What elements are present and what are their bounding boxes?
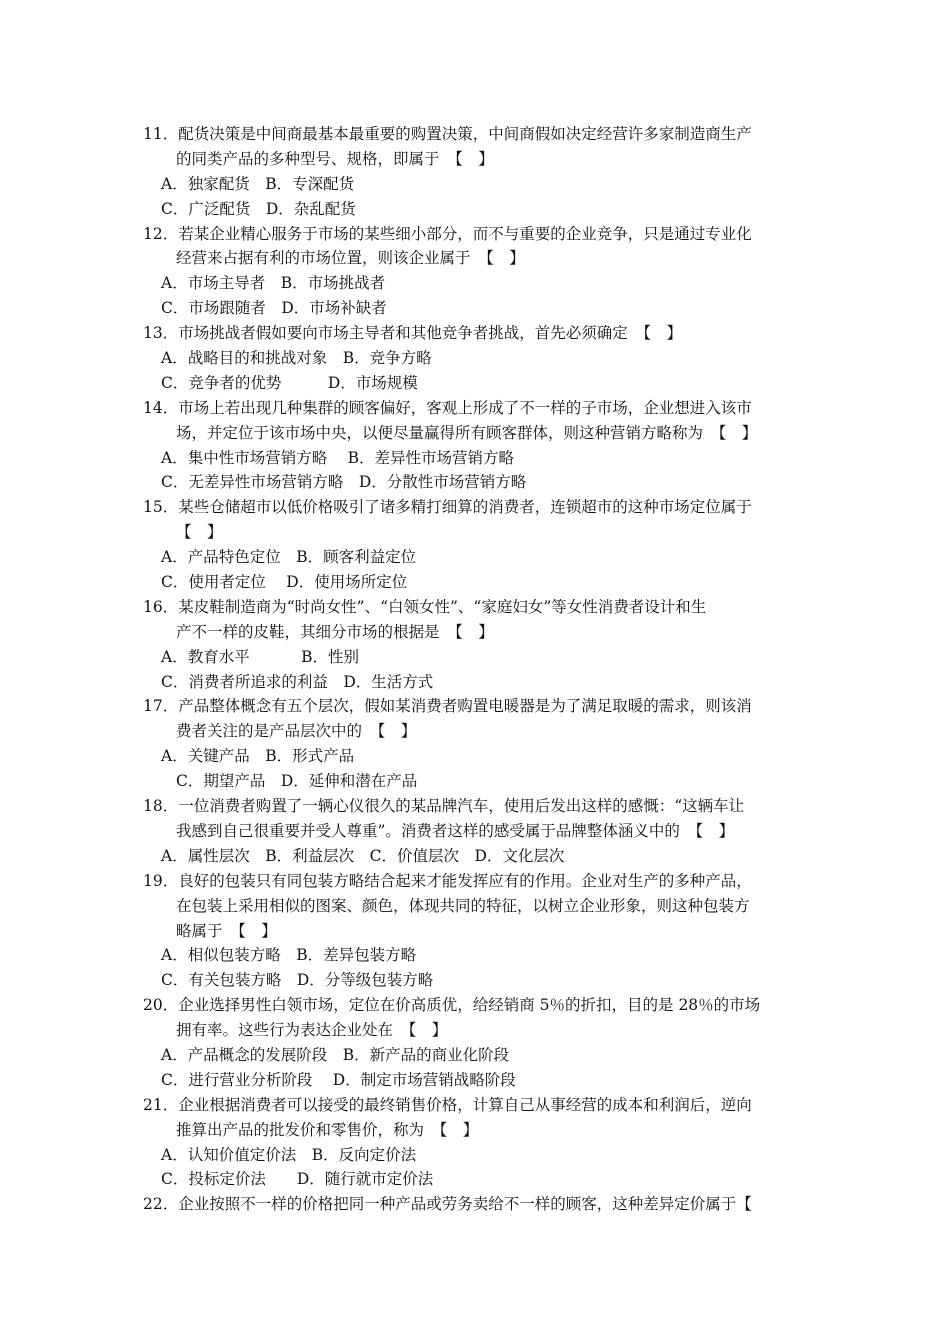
question-15-options-cd: C．使用者定位 D．使用场所定位 — [161, 573, 408, 592]
question-21-options-ab: A．认知价值定价法 B．反向定价法 — [161, 1145, 417, 1164]
question-19-options-ab: A．相似包装方略 B．差异包装方略 — [161, 946, 417, 965]
question-21-continuation: 推算出产品的批发价和零售价，称为 【 】 — [176, 1120, 479, 1139]
question-15-options-ab: A．产品特色定位 B．顾客利益定位 — [161, 548, 417, 567]
question-12-continuation: 经营来占据有利的市场位置，则该企业属于 【 】 — [176, 249, 525, 268]
question-15: 15．某些仓储超市以低价格吸引了诸多精打细算的消费者，连锁超市的这种市场定位属于 — [143, 498, 752, 517]
question-16-options-ab: A．教育水平 B．性别 — [161, 647, 360, 666]
question-21: 21．企业根据消费者可以接受的最终销售价格，计算自己从事经营的成本和利润后，逆向 — [143, 1095, 752, 1114]
question-14: 14．市场上若出现几种集群的顾客偏好，客观上形成了不一样的子市场，企业想进入该市 — [143, 398, 752, 417]
question-17-options-ab: A．关键产品 B．形式产品 — [161, 747, 355, 766]
question-20-options-cd: C．进行营业分析阶段 D．制定市场营销战略阶段 — [161, 1070, 516, 1089]
question-19-continuation-2: 略属于 【 】 — [176, 921, 277, 940]
question-17-options-cd: C．期望产品 D．延伸和潜在产品 — [176, 772, 418, 791]
question-14-options-cd: C．无差异性市场营销方略 D．分散性市场营销方略 — [161, 473, 527, 492]
question-16-continuation: 产不一样的皮鞋，其细分市场的根据是 【 】 — [176, 622, 494, 641]
question-18: 18．一位消费者购置了一辆心仪很久的某品牌汽车，使用后发出这样的感慨：“这辆车让 — [143, 797, 745, 816]
question-12-options-cd: C．市场跟随者 D．市场补缺者 — [161, 299, 387, 318]
question-12-options-ab: A．市场主导者 B．市场挑战者 — [161, 274, 386, 293]
question-11-continuation: 的同类产品的多种型号、规格，即属于 【 】 — [176, 149, 494, 168]
question-21-options-cd: C．投标定价法 D．随行就市定价法 — [161, 1170, 434, 1189]
question-11: 11．配货决策是中间商最基本最重要的购置决策，中间商假如决定经营许多家制造商生产 — [143, 125, 752, 143]
question-13-options-ab: A．战略目的和挑战对象 B．竞争方略 — [161, 349, 432, 368]
question-11-options-ab: A．独家配货 B．专深配货 — [161, 174, 355, 193]
question-19-options-cd: C．有关包装方略 D．分等级包装方略 — [161, 971, 434, 990]
question-16-options-cd: C．消费者所追求的利益 D．生活方式 — [161, 672, 434, 691]
question-18-options: A．属性层次 B．利益层次 C．价值层次 D．文化层次 — [161, 846, 565, 865]
question-17-continuation: 费者关注的是产品层次中的 【 】 — [176, 722, 417, 741]
question-14-continuation: 场，并定位于该市场中央，以便尽量赢得所有顾客群体，则这种营销方略称为 【 】 — [176, 423, 758, 442]
question-12: 12．若某企业精心服务于市场的某些细小部分，而不与重要的企业竞争，只是通过专业化 — [143, 224, 752, 243]
question-19: 19．良好的包装只有同包装方略结合起来才能发挥应有的作用。企业对生产的多种产品， — [143, 871, 752, 890]
question-16: 16．某皮鞋制造商为“时尚女性”、“白领女性”、“家庭妇女”等女性消费者设计和生 — [143, 597, 707, 616]
question-20: 20．企业选择男性白领市场，定位在价高质优，给经销商 5％的折扣，目的是 28％的市场 — [143, 996, 761, 1015]
question-20-continuation: 拥有率。这些行为表达企业处在 【 】 — [176, 1021, 448, 1040]
question-19-continuation-1: 在包装上采用相似的图案、颜色，体现共同的特征，以树立企业形象，则这种包装方 — [176, 896, 750, 915]
question-22: 22．企业按照不一样的价格把同一种产品或劳务卖给不一样的顾客，这种差异定价属于【 — [143, 1195, 752, 1214]
question-11-options-cd: C．广泛配货 D．杂乱配货 — [161, 199, 356, 218]
question-13: 13．市场挑战者假如要向市场主导者和其他竞争者挑战，首先必须确定 【 】 — [143, 324, 682, 343]
question-17: 17．产品整体概念有五个层次，假如某消费者购置电暖器是为了满足取暖的需求，则该消 — [143, 697, 752, 716]
question-18-continuation: 我感到自己很重要并受人尊重”。消费者这样的感受属于品牌整体涵义中的 【 】 — [176, 821, 735, 840]
question-list — [143, 122, 818, 1217]
question-13-options-cd: C．竞争者的优势 D．市场规模 — [161, 373, 418, 392]
question-20-options-ab: A．产品概念的发展阶段 B．新产品的商业化阶段 — [161, 1045, 510, 1064]
question-15-continuation: 【 】 — [176, 523, 223, 542]
question-14-options-ab: A．集中性市场营销方略 B．差异性市场营销方略 — [161, 448, 515, 467]
